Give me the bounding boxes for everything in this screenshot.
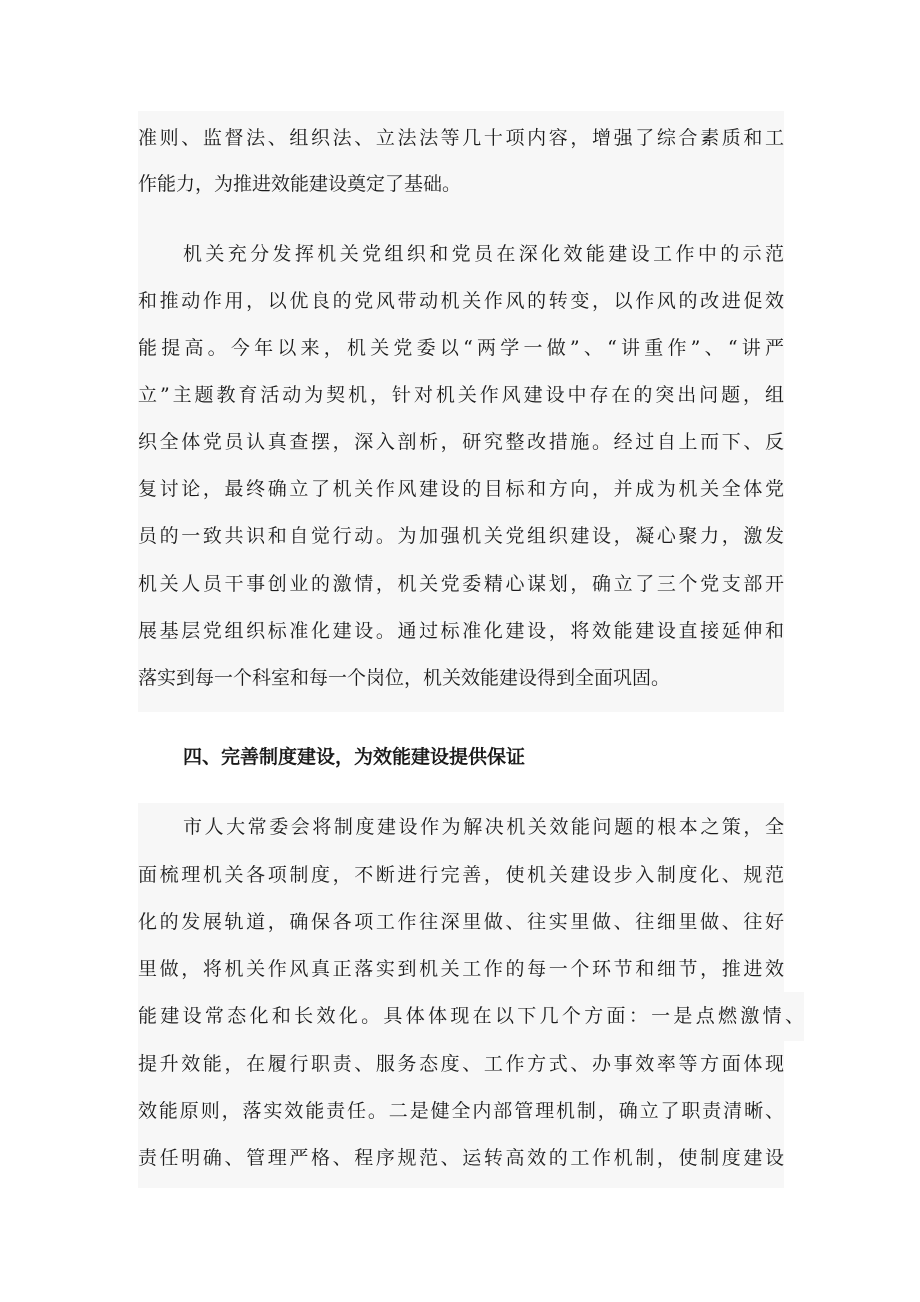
section-heading: 四、完善制度建设，为效能建设提供保证 bbox=[183, 746, 526, 768]
paragraph-line: 准则、监督法、组织法、立法法等几十项内容，增强了综合素质和工 bbox=[138, 127, 784, 149]
paragraph-line: 化的发展轨道，确保各项工作往深里做、往实里做、往细里做、往好 bbox=[138, 911, 784, 933]
paragraph-line: 责任明确、管理严格、程序规范、运转高效的工作机制，使制度建设 bbox=[138, 1147, 784, 1169]
paragraph-line: 市人大常委会将制度建设作为解决机关效能问题的根本之策，全 bbox=[183, 816, 784, 838]
paragraph-line: 落实到每一个科室和每一个岗位，机关效能建设得到全面巩固。 bbox=[138, 667, 671, 689]
paragraph-line: 效能原则，落实效能责任。二是健全内部管理机制，确立了职责清晰、 bbox=[138, 1100, 784, 1122]
paragraph-line: 复讨论，最终确立了机关作风建设的目标和方向，并成为机关全体党 bbox=[138, 478, 784, 500]
paragraph-line: 展基层党组织标准化建设。通过标准化建设，将效能建设直接延伸和 bbox=[138, 620, 784, 642]
paragraph-line: 面梳理机关各项制度，不断进行完善，使机关建设步入制度化、规范 bbox=[138, 864, 784, 886]
paragraph-line: 能提高。今年以来，机关党委以“两学一做”、“讲重作”、“讲严 bbox=[138, 337, 784, 359]
paragraph-line: 机关充分发挥机关党组织和党员在深化效能建设工作中的示范 bbox=[183, 243, 784, 265]
paragraph-line: 能建设常态化和长效化。具体体现在以下几个方面：一是点燃激情、 bbox=[138, 992, 804, 1041]
paragraph-line: 里做，将机关作风真正落实到机关工作的每一个环节和细节，推进效 bbox=[138, 958, 784, 980]
paragraph-line: 员的一致共识和自觉行动。为加强机关党组织建设，凝心聚力，激发 bbox=[138, 525, 784, 547]
paragraph-line: 机关人员干事创业的激情，机关党委精心谋划，确立了三个党支部开 bbox=[138, 573, 784, 595]
paragraph-line: 织全体党员认真查摆，深入剖析，研究整改措施。经过自上而下、反 bbox=[138, 431, 784, 453]
paragraph-line: 立”主题教育活动为契机，针对机关作风建设中存在的突出问题，组 bbox=[138, 384, 784, 406]
paragraph-line: 提升效能，在履行职责、服务态度、工作方式、办事效率等方面体现 bbox=[138, 1053, 784, 1075]
paragraph-line: 作能力，为推进效能建设奠定了基础。 bbox=[138, 173, 462, 195]
paragraph-line: 和推动作用，以优良的党风带动机关作风的转变，以作风的改进促效 bbox=[138, 290, 784, 312]
